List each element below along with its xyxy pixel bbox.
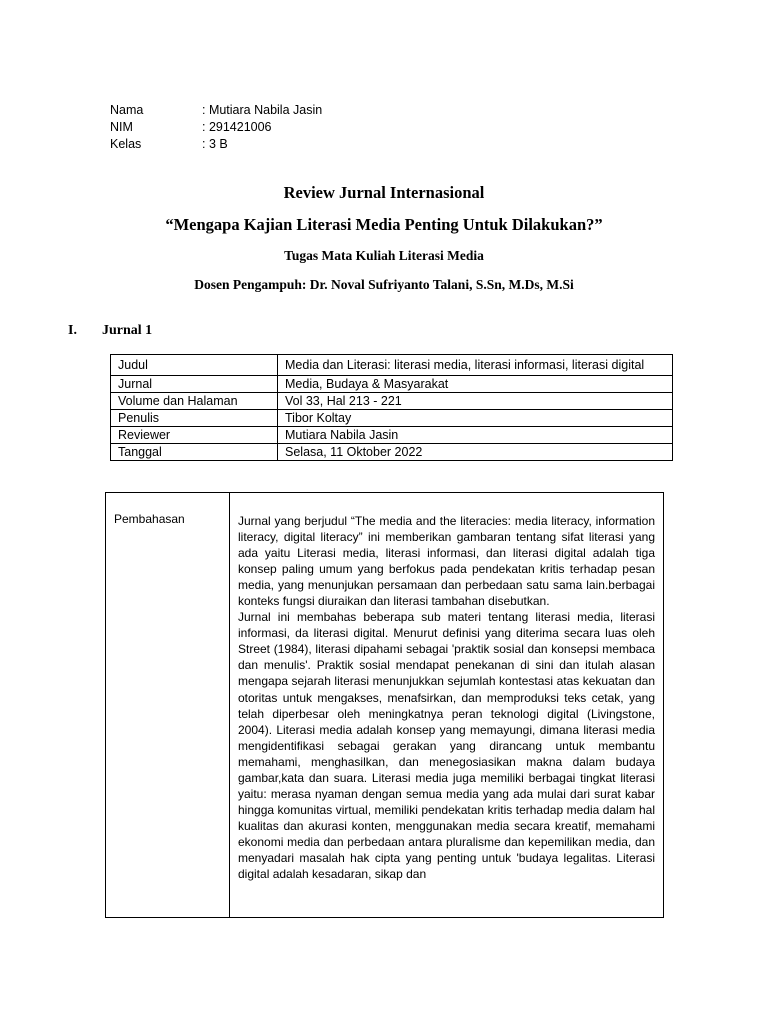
review-body (230, 493, 663, 917)
lecturer-name: Dosen Pengampuh: Dr. Noval Sufriyanto Talani, S.Sn, M.Ds, M.Si (194, 277, 574, 292)
review-box (105, 492, 664, 918)
table-value: Mutiara Nabila Jasin (278, 427, 673, 444)
table-key: Judul (111, 355, 278, 376)
table-row (111, 393, 673, 410)
table-row (111, 427, 673, 444)
journal-info-table (110, 354, 673, 461)
student-info (110, 102, 322, 153)
nim-label: NIM (110, 120, 133, 134)
review-label: Pembahasan (106, 493, 230, 917)
table-row (111, 410, 673, 427)
table-key: Penulis (111, 410, 278, 427)
table-row (111, 376, 673, 393)
nim-value: : 291421006 (202, 120, 272, 134)
class-row (110, 136, 322, 153)
document-title: Review Jurnal Internasional (283, 183, 485, 202)
table-key: Volume dan Halaman (111, 393, 278, 410)
table-row (111, 355, 673, 376)
section-heading (68, 323, 152, 339)
course-name: Tugas Mata Kuliah Literasi Media (284, 248, 484, 263)
table-value: Tibor Koltay (278, 410, 673, 427)
section-title: Jurnal 1 (102, 323, 153, 338)
table-value: Media dan Literasi: literasi media, literasi informasi, literasi digital (278, 355, 673, 376)
nim-row (110, 119, 322, 136)
review-paragraph-1: Jurnal yang berjudul “The media and the literacies: media literacy, information literacy, digital literacy” ini memberikan gambaran tentang sifat literasi yang ada yaitu Literasi media, literasi informasi, dan literasi digital adalah tiga konsep paling umum yang berfokus pada pendekatan kritis terhadap pesan media, yang menunjukan persamaan dan perbedaan satu sama lain.berbagai konteks fungsi diuraikan dan literasi tambahan disebutkan. (238, 514, 655, 609)
section-number: I. (68, 323, 77, 338)
table-key: Reviewer (111, 427, 278, 444)
document-subtitle: “Mengapa Kajian Literasi Media Penting Untuk Dilakukan?” (165, 215, 603, 234)
name-label: Nama (110, 103, 144, 117)
review-paragraph-2: Jurnal ini membahas beberapa sub materi tentang literasi media, literasi informasi, da literasi digital. Menurut definisi yang diterima secara luas oleh Street (1984), literasi dipahami sebagai 'praktik sosial dan konsepsi membaca dan menulis'. Praktik sosial mendapat penekanan di sini dan itulah alasan mengapa sejarah literasi menunjukkan sejumlah kontestasi atas kekuatan dan otoritas untuk mengakses, menafsirkan, dan memproduksi teks cetak, yang telah diperbesar oleh meningkatnya peran teknologi digital (Livingstone, 2004). Literasi media adalah konsep yang memayungi, dimana literasi media mengidentifikasi sebagai gerakan yang dirancang untuk membantu memahami, menghasilkan, dan menegosiasikan makna dalam budaya gambar,kata dan suara. Literasi media juga memiliki berbagai tingkat literasi yaitu: merasa nyaman dengan semua media yang ada mulai dari surat kabar hingga komunitas virtual, memiliki pendekatan kritis terhadap media dalam hal kualitas dan akurasi konten, menggunakan media secara kreatif, memahami ekonomi media dan perbedaan antara pluralisme dan kepemilikan media, dan menyadari masalah hak cipta yang penting untuk 'budaya legalitas. Literasi digital adalah kesadaran, sikap dan (238, 610, 655, 882)
table-row (111, 444, 673, 461)
table-key: Jurnal (111, 376, 278, 393)
table-value: Vol 33, Hal 213 - 221 (278, 393, 673, 410)
table-key: Tanggal (111, 444, 278, 461)
class-value: : 3 B (202, 137, 228, 151)
table-value: Media, Budaya & Masyarakat (278, 376, 673, 393)
table-value: Selasa, 11 Oktober 2022 (278, 444, 673, 461)
class-label: Kelas (110, 137, 142, 151)
name-value: : Mutiara Nabila Jasin (202, 103, 323, 117)
name-row (110, 102, 322, 119)
